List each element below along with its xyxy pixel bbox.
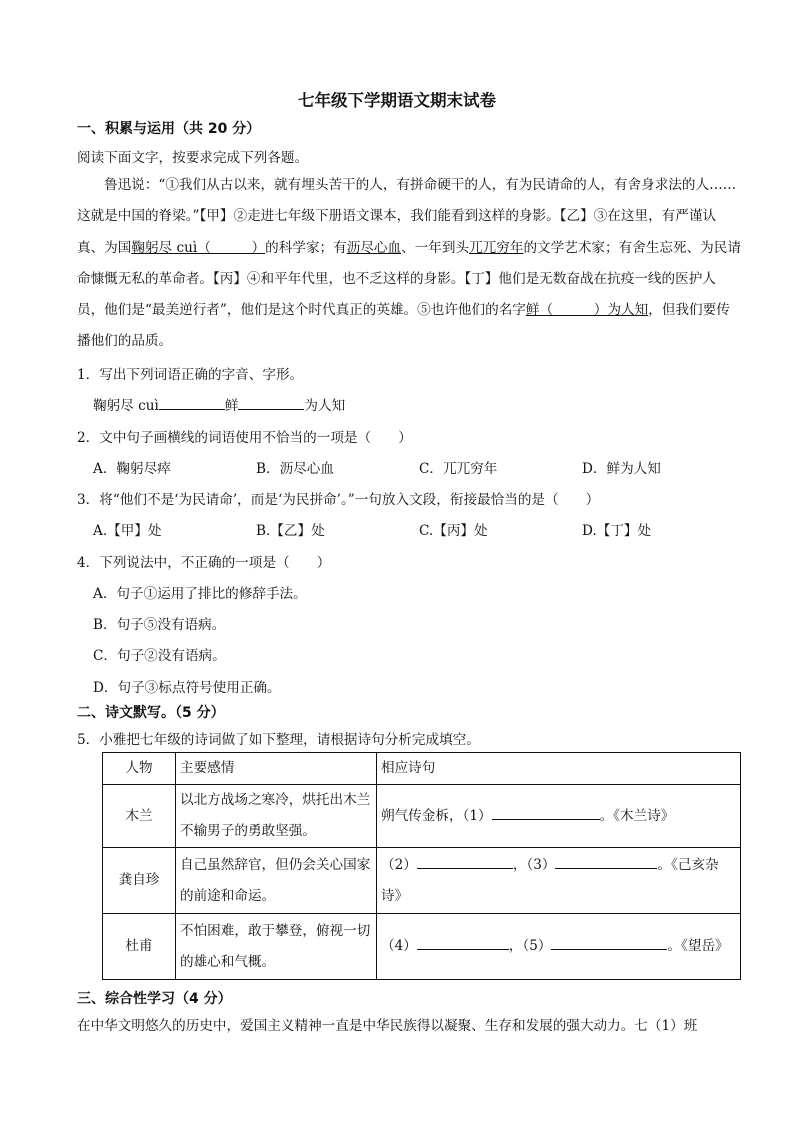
section-1-heading: 一、积累与运用（共 20 分） xyxy=(77,121,261,137)
section-2-heading: 二、诗文默写。（5 分） xyxy=(77,705,225,721)
question-4-stem: 4．下列说法中，不正确的一项是（ ） xyxy=(77,555,331,571)
person-cell: 杜甫 xyxy=(103,914,176,980)
question-2-option-a[interactable]: A．鞠躬尽瘁 xyxy=(93,461,171,477)
answer-blank[interactable] xyxy=(555,854,657,869)
emotion-cell: 以北方战场之寒冷，烘托出木兰不输男子的勇敢坚强。 xyxy=(176,785,377,848)
question-2-option-b[interactable]: B．沥尽心血 xyxy=(256,461,334,477)
section-3-heading: 三、综合性学习（4 分） xyxy=(77,991,232,1007)
answer-blank[interactable] xyxy=(159,395,225,410)
answer-blank[interactable] xyxy=(417,935,509,950)
answer-blank[interactable] xyxy=(551,935,667,950)
question-4-option-c[interactable]: C．句子②没有语病。 xyxy=(93,648,226,664)
header-person: 人物 xyxy=(103,753,176,785)
poetry-table xyxy=(102,752,741,980)
answer-blank[interactable] xyxy=(417,854,513,869)
person-cell: 龚自珍 xyxy=(103,848,176,914)
question-2-stem: 2．文中句子画横线的词语使用不恰当的一项是（ ） xyxy=(77,430,412,446)
section-3-text: 在中华文明悠久的历史中，爱国主义精神一直是中华民族得以凝聚、生存和发展的强大动力。七（1）班 xyxy=(77,1018,698,1034)
question-3-option-c[interactable]: C.【丙】处 xyxy=(419,523,488,539)
question-3-stem: 3．将“他们不是‘为民请命’，而是‘为民拼命’。”一句放入文段，衔接最恰当的是（ ） xyxy=(77,492,600,508)
header-verse: 相应诗句 xyxy=(377,753,741,785)
question-5-stem: 5．小雅把七年级的诗词做了如下整理，请根据诗句分析完成填空。 xyxy=(77,732,480,748)
header-emotion: 主要感情 xyxy=(176,753,377,785)
table-row xyxy=(103,848,741,914)
page-title: 七年级下学期语文期末试卷 xyxy=(298,91,496,110)
question-2-option-c[interactable]: C．兀兀穷年 xyxy=(419,461,498,477)
verse-cell: 朔气传金柝，（1） 。《木兰诗》 xyxy=(377,785,741,848)
emotion-cell: 不怕困难，敢于攀登，俯视一切的雄心和气概。 xyxy=(176,914,377,980)
instruction-text: 阅读下面文字，按要求完成下列各题。 xyxy=(77,150,309,166)
table-row xyxy=(103,785,741,848)
reading-passage: 鲁迅说：“①我们从古以来，就有埋头苦干的人，有拼命硬干的人，有为民请命的人，有舍身求法的人……这就是中国的脊梁。”【甲】②走进七年级下册语文课本，我们能看到这样的身影。【乙】③在这里，有严谨认真、为国鞠躬尽 cuì（ ）的科学家；有沥尽心血、一年到头兀兀穷年的文学艺术家；有舍生忘死、为民请命慷慨无私的革命者。【丙】④和平年代里，也不乏这样的身影。【丁】他们是无数奋战在抗疫一线的医护人员，他们是“最美逆行者”，他们是这个时代真正的英雄。⑤也许他们的名字鲜（ ）为人知，但我们要传播他们的品质。 xyxy=(77,177,741,350)
answer-blank[interactable] xyxy=(492,805,600,820)
question-2-option-d[interactable]: D．鲜为人知 xyxy=(582,461,661,477)
question-3-option-d[interactable]: D.【丁】处 xyxy=(582,523,652,539)
table-row xyxy=(103,914,741,980)
emotion-cell: 自己虽然辞官，但仍会关心国家的前途和命运。 xyxy=(176,848,377,914)
question-3-option-a[interactable]: A.【甲】处 xyxy=(93,523,162,539)
underlined-word-4: 鲜（ ）为人知 xyxy=(525,302,649,319)
table-header-row xyxy=(103,753,741,785)
answer-blank[interactable] xyxy=(238,395,304,410)
verse-cell: （2） ，（3） 。《己亥杂诗》 xyxy=(377,848,741,914)
question-4-option-a[interactable]: A．句子①运用了排比的修辞手法。 xyxy=(93,586,307,602)
underlined-word-1: 鞠躬尽 cuì（ ） xyxy=(131,239,266,256)
question-1-stem: 1．写出下列词语正确的字音、字形。 xyxy=(77,367,304,383)
underlined-word-2: 沥尽心血 xyxy=(346,239,402,256)
underlined-word-3: 兀兀穷年 xyxy=(469,239,524,256)
question-3-option-b[interactable]: B.【乙】处 xyxy=(256,523,325,539)
question-1-fill: 鞠躬尽 cuì 鲜 为人知 xyxy=(93,394,345,414)
person-cell: 木兰 xyxy=(103,785,176,848)
question-4-option-d[interactable]: D．句子③标点符号使用正确。 xyxy=(93,680,281,696)
verse-cell: （4） ，（5） 。《望岳》 xyxy=(377,914,741,980)
question-4-option-b[interactable]: B．句子⑤没有语病。 xyxy=(93,617,226,633)
